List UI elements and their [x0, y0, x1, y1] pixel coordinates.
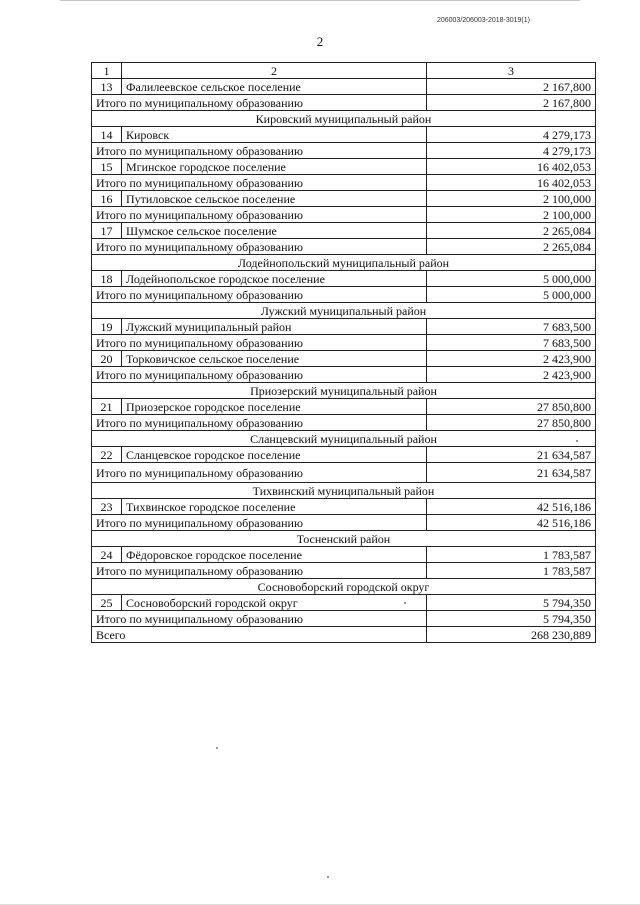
- district-name: Тосненский район: [92, 531, 596, 547]
- amount-value: 7 683,500: [427, 319, 596, 335]
- district-header-row: [92, 383, 596, 399]
- table-row: [92, 223, 596, 239]
- subtotal-amount: 7 683,500: [427, 335, 596, 351]
- table-row: [92, 271, 596, 287]
- scan-speck: [216, 747, 218, 749]
- table-row: [92, 399, 596, 415]
- column-header-amount: 3: [427, 63, 596, 79]
- subtotal-row: [92, 463, 596, 483]
- subtotal-label: Итого по муниципальному образованию: [92, 463, 427, 483]
- subtotal-row: [92, 335, 596, 351]
- subtotal-label: Итого по муниципальному образованию: [92, 335, 427, 351]
- subtotal-label: Итого по муниципальному образованию: [92, 207, 427, 223]
- row-number: 25: [92, 595, 122, 611]
- municipality-name: Сосновоборский городской округ: [122, 595, 427, 611]
- amount-value: 2 265,084: [427, 223, 596, 239]
- municipality-name: Лодейнопольское городское поселение: [122, 271, 427, 287]
- subtotal-label: Итого по муниципальному образованию: [92, 143, 427, 159]
- municipality-name: Лужский муниципальный район: [122, 319, 427, 335]
- district-name: Лодейнопольский муниципальный район: [92, 255, 596, 271]
- subtotal-amount: 2 265,084: [427, 239, 596, 255]
- subtotal-amount: 2 167,800: [427, 95, 596, 111]
- table-row: [92, 547, 596, 563]
- subtotal-row: [92, 415, 596, 431]
- municipality-name: Кировск: [122, 127, 427, 143]
- municipality-name: Тихвинское городское поселение: [122, 499, 427, 515]
- row-number: 23: [92, 499, 122, 515]
- amount-value: 21 634,587: [427, 447, 596, 463]
- amount-value: 5 000,000: [427, 271, 596, 287]
- subtotal-label: Итого по муниципальному образованию: [92, 175, 427, 191]
- table-row: [92, 351, 596, 367]
- municipality-name: Шумское сельское поселение: [122, 223, 427, 239]
- subtotal-amount: 1 783,587: [427, 563, 596, 579]
- column-header-name: 2: [122, 63, 427, 79]
- district-name: Сланцевский муниципальный район: [92, 431, 596, 447]
- subtotal-label: Итого по муниципальному образованию: [92, 415, 427, 431]
- amount-value: 2 167,800: [427, 79, 596, 95]
- district-name: Тихвинский муниципальный район: [92, 483, 596, 499]
- amount-value: 1 783,587: [427, 547, 596, 563]
- municipality-name: Торковичское сельское поселение: [122, 351, 427, 367]
- subtotal-amount: 4 279,173: [427, 143, 596, 159]
- subtotal-label: Итого по муниципальному образованию: [92, 287, 427, 303]
- row-number: 20: [92, 351, 122, 367]
- subtotal-label: Итого по муниципальному образованию: [92, 563, 427, 579]
- scan-speck: [576, 440, 578, 442]
- municipality-name: Сланцевское городское поселение: [122, 447, 427, 463]
- subtotal-label: Итого по муниципальному образованию: [92, 611, 427, 627]
- amount-value: 2 100,000: [427, 191, 596, 207]
- subtotal-amount: 27 850,800: [427, 415, 596, 431]
- district-name: Приозерский муниципальный район: [92, 383, 596, 399]
- grand-total-label: Всего: [92, 627, 427, 643]
- subtotal-row: [92, 611, 596, 627]
- subtotal-row: [92, 515, 596, 531]
- amount-value: 27 850,800: [427, 399, 596, 415]
- subtotal-amount: 21 634,587: [427, 463, 596, 483]
- column-header-row: [92, 63, 596, 79]
- subtotal-row: [92, 175, 596, 191]
- district-header-row: [92, 531, 596, 547]
- subtotal-amount: 16 402,053: [427, 175, 596, 191]
- allocation-table: [91, 62, 596, 643]
- subtotal-amount: 5 000,000: [427, 287, 596, 303]
- district-header-row: [92, 483, 596, 499]
- subtotal-label: Итого по муниципальному образованию: [92, 515, 427, 531]
- district-name: Кировский муниципальный район: [92, 111, 596, 127]
- subtotal-amount: 2 100,000: [427, 207, 596, 223]
- row-number: 13: [92, 79, 122, 95]
- district-header-row: [92, 579, 596, 595]
- table-row: [92, 127, 596, 143]
- scan-speck: [404, 602, 406, 604]
- subtotal-row: [92, 563, 596, 579]
- grand-total-amount: 268 230,889: [427, 627, 596, 643]
- table-row: [92, 499, 596, 515]
- subtotal-amount: 5 794,350: [427, 611, 596, 627]
- document-code: 206003/206003-2018-3019(1): [436, 17, 530, 24]
- table-row: [92, 595, 596, 611]
- municipality-name: Фалилеевское сельское поселение: [122, 79, 427, 95]
- amount-value: 42 516,186: [427, 499, 596, 515]
- municipality-name: Фёдоровское городское поселение: [122, 547, 427, 563]
- row-number: 15: [92, 159, 122, 175]
- subtotal-label: Итого по муниципальному образованию: [92, 95, 427, 111]
- column-header-number: 1: [92, 63, 122, 79]
- table-row: [92, 447, 596, 463]
- amount-value: 5 794,350: [427, 595, 596, 611]
- row-number: 18: [92, 271, 122, 287]
- subtotal-row: [92, 239, 596, 255]
- table-row: [92, 79, 596, 95]
- page-number: 2: [316, 34, 324, 49]
- row-number: 16: [92, 191, 122, 207]
- amount-value: 4 279,173: [427, 127, 596, 143]
- amount-value: 2 423,900: [427, 351, 596, 367]
- subtotal-amount: 2 423,900: [427, 367, 596, 383]
- subtotal-row: [92, 143, 596, 159]
- scan-speck: [327, 876, 329, 878]
- subtotal-row: [92, 287, 596, 303]
- district-name: Сосновоборский городской округ: [92, 579, 596, 595]
- row-number: 14: [92, 127, 122, 143]
- municipality-name: Путиловское сельское поселение: [122, 191, 427, 207]
- row-number: 21: [92, 399, 122, 415]
- district-name: Лужский муниципальный район: [92, 303, 596, 319]
- table-row: [92, 159, 596, 175]
- row-number: 24: [92, 547, 122, 563]
- district-header-row: [92, 303, 596, 319]
- municipality-name: Мгинское городское поселение: [122, 159, 427, 175]
- allocation-table-body: [92, 63, 596, 643]
- amount-value: 16 402,053: [427, 159, 596, 175]
- subtotal-label: Итого по муниципальному образованию: [92, 367, 427, 383]
- grand-total-row: [92, 627, 596, 643]
- table-row: [92, 319, 596, 335]
- subtotal-amount: 42 516,186: [427, 515, 596, 531]
- district-header-row: [92, 111, 596, 127]
- subtotal-row: [92, 95, 596, 111]
- subtotal-row: [92, 207, 596, 223]
- subtotal-row: [92, 367, 596, 383]
- district-header-row: [92, 255, 596, 271]
- municipality-name: Приозерское городское поселение: [122, 399, 427, 415]
- row-number: 17: [92, 223, 122, 239]
- row-number: 19: [92, 319, 122, 335]
- scan-top-edge: [60, 0, 580, 1]
- table-row: [92, 191, 596, 207]
- row-number: 22: [92, 447, 122, 463]
- district-header-row: [92, 431, 596, 447]
- subtotal-label: Итого по муниципальному образованию: [92, 239, 427, 255]
